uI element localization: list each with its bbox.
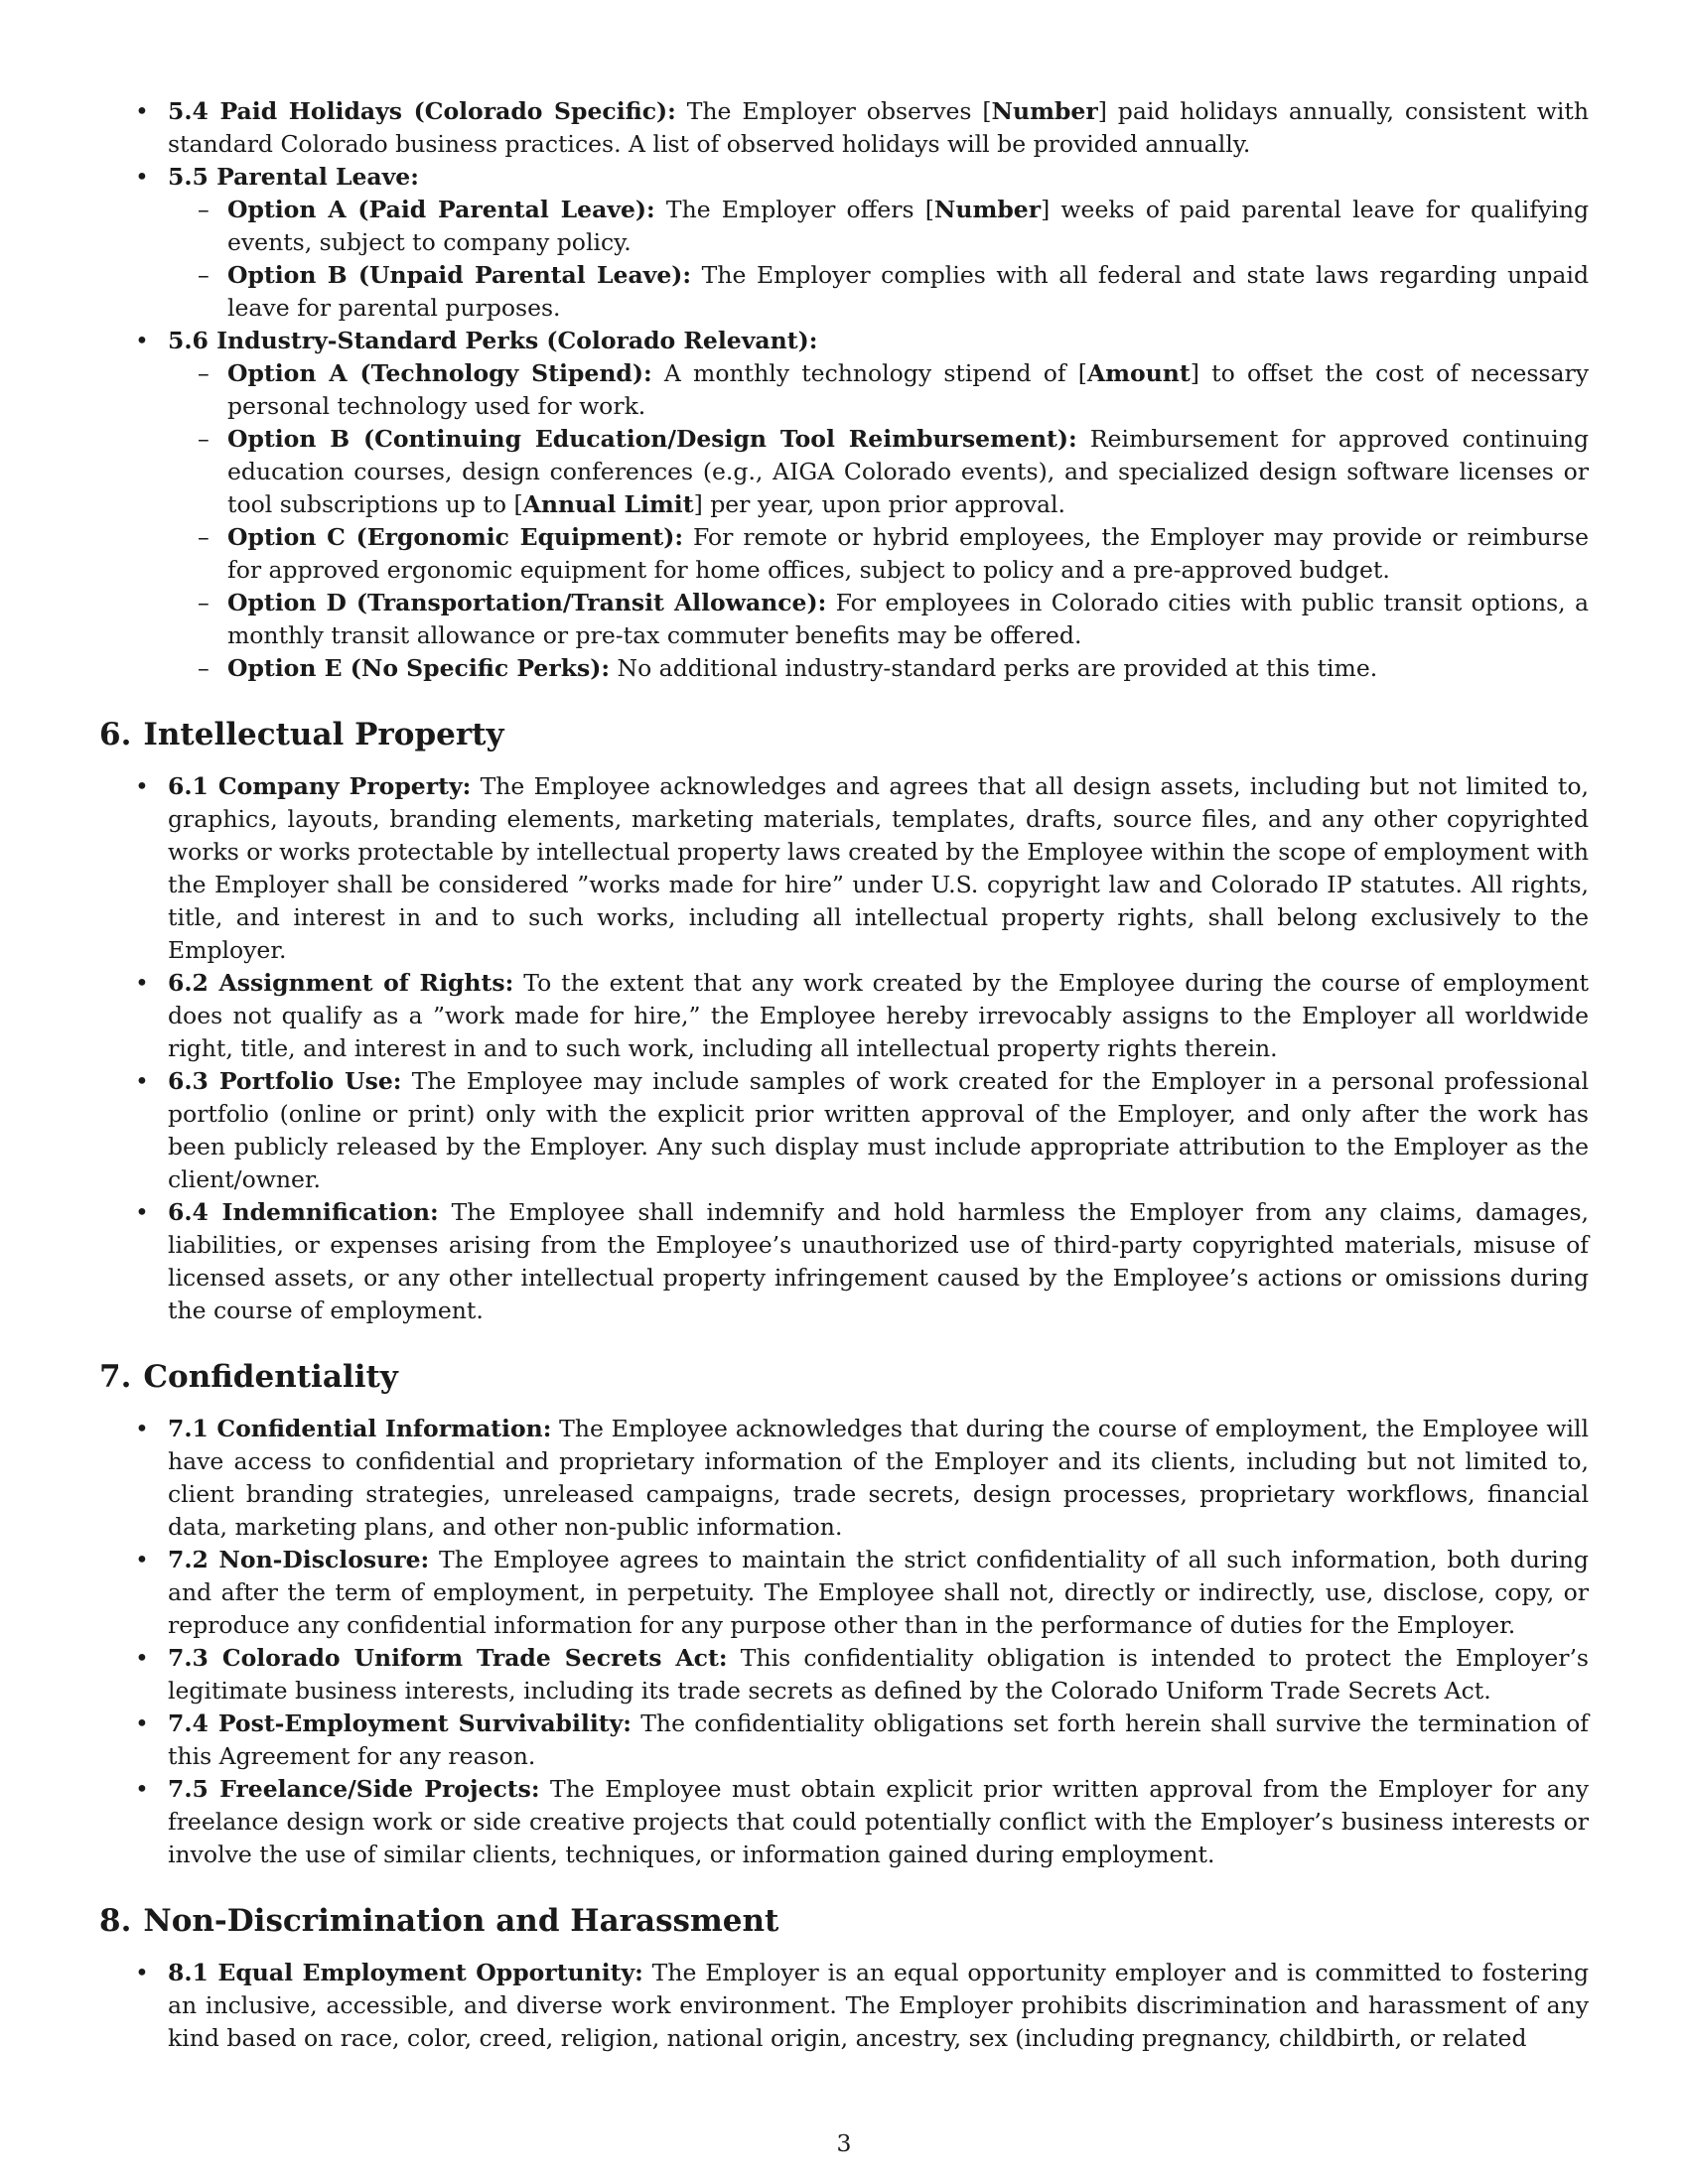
clause-text: The Employee agrees to maintain the strict confidentiality of all such information, both during and after the term of employment, in perpetuity. The Employee shall not, directly or indirectly, use, disclose, copy, or reproduce any confidential information for any purpose other than in the performance of duties for the Employer. — [168, 1546, 1589, 1639]
option-text: Reimbursement for approved continuing education courses, design conferences (e.g., AIGA Colorado events), and specialized design software licenses or tool subscriptions up to [ — [227, 425, 1589, 518]
bullet-icon: • — [135, 1415, 149, 1442]
clause-6-4 — [99, 1196, 1589, 1327]
bullet-icon: • — [135, 1644, 149, 1672]
clause-text: To the extent that any work created by the Employee during the course of employment does not qualify as a ”work made for hire,” the Employee hereby irrevocably assigns to the Employer all worldwide right, title, and interest in and to such work, including all intellectual property rights therein. — [168, 969, 1590, 1062]
clause-5-6 — [99, 325, 1589, 685]
dash-icon: – — [198, 196, 210, 223]
page-number: 3 — [836, 2129, 852, 2157]
clause-label: 5.4 Paid Holidays (Colorado Specific): — [168, 97, 676, 125]
clause-5-4 — [99, 95, 1589, 161]
bullet-icon: • — [135, 327, 149, 354]
clause-7-1 — [99, 1413, 1589, 1544]
bullet-icon: • — [135, 163, 149, 191]
option-label: Option A (Technology Stipend): — [227, 359, 652, 387]
bullet-icon: • — [135, 1198, 149, 1226]
clause-6-3 — [99, 1065, 1589, 1196]
section-heading-6 — [99, 715, 1589, 754]
bullet-icon: • — [135, 1775, 149, 1803]
dash-icon: – — [198, 425, 210, 453]
option-text: A monthly technology stipend of [ — [651, 359, 1087, 387]
option-item — [168, 521, 1589, 587]
clause-label: 6.4 Indemnification: — [168, 1198, 439, 1226]
clause-text: This confidentiality obligation is intended to protect the Employer’s legitimate business interests, including its trade secrets as defined by the Colorado Uniform Trade Secrets Act. — [168, 1644, 1589, 1705]
option-text: ] per year, upon prior approval. — [693, 490, 1065, 518]
option-text: The Employer complies with all federal and state laws regarding unpaid leave for parental purposes. — [227, 261, 1589, 322]
clause-7-5 — [99, 1773, 1589, 1871]
section-title: Confidentiality — [143, 1359, 398, 1395]
option-item — [168, 194, 1589, 259]
option-label: Option B (Unpaid Parental Leave): — [227, 261, 692, 289]
bullet-icon: • — [135, 1709, 149, 1737]
section-heading-8 — [99, 1901, 1589, 1941]
clause-text: The Employee may include samples of work created for the Employer in a personal professional portfolio (online or print) only with the explicit prior written approval of the Employer, and only after the work has been publicly released by the Employer. Any such display must include appropriate attribution to the Employer as the client/owner. — [168, 1067, 1589, 1193]
bullet-icon: • — [135, 1546, 149, 1573]
bullet-icon: • — [135, 1959, 149, 1986]
clause-text: The Employee acknowledges that during the course of employment, the Employee will have access to confidential and proprietary information of the Employer and its clients, including but not limited to, client branding strategies, unreleased campaigns, trade secrets, design processes, proprietary workflows, financial data, marketing plans, and other non-public information. — [168, 1415, 1589, 1541]
option-label: Option A (Paid Parental Leave): — [227, 196, 655, 223]
clause-6-1 — [99, 770, 1589, 967]
clause-label: 7.5 Freelance/Side Projects: — [168, 1775, 540, 1803]
option-item — [168, 587, 1589, 652]
section-number: 7. — [99, 1359, 132, 1395]
dash-icon: – — [198, 359, 210, 387]
clause-label: 7.2 Non-Disclosure: — [168, 1546, 430, 1573]
placeholder-term: Amount — [1086, 359, 1191, 387]
document-content — [99, 95, 1589, 2055]
section-6-list — [99, 770, 1589, 1327]
clause-5-5 — [99, 161, 1589, 325]
option-label: Option E (No Specific Perks): — [227, 654, 611, 682]
section-7-list — [99, 1413, 1589, 1871]
clause-text: The Employer is an equal opportunity employer and is committed to fostering an inclusive, accessible, and diverse work environment. The Employer prohibits discrimination and harassment of any kind based on race, color, creed, religion, national origin, ancestry, sex (including pregnancy, childbirth, or related — [168, 1959, 1589, 2052]
option-text: ] to offset the cost of necessary personal technology used for work. — [227, 359, 1590, 420]
option-text: For employees in Colorado cities with public transit options, a monthly transit allowance or pre-tax commuter benefits may be offered. — [227, 589, 1589, 649]
bullet-icon: • — [135, 969, 149, 997]
option-item — [168, 357, 1589, 423]
section-number: 6. — [99, 717, 132, 752]
bullet-icon: • — [135, 97, 149, 125]
clause-label: 6.3 Portfolio Use: — [168, 1067, 402, 1095]
placeholder-term: Number — [991, 97, 1098, 125]
clause-label: 8.1 Equal Employment Opportunity: — [168, 1959, 643, 1986]
document-page — [99, 95, 1589, 2055]
clause-text: The Employee must obtain explicit prior written approval from the Employer for any freelance design work or side creative projects that could potentially conflict with the Employer’s business interests or involve the use of similar clients, techniques, or information gained during employment. — [168, 1775, 1589, 1868]
placeholder-term: Number — [933, 196, 1042, 223]
option-list — [168, 194, 1589, 325]
bullet-icon: • — [135, 772, 149, 800]
section-8-list — [99, 1957, 1589, 2055]
option-label: Option C (Ergonomic Equipment): — [227, 523, 684, 551]
clause-label: 6.1 Company Property: — [168, 772, 472, 800]
option-label: Option D (Transportation/Transit Allowance): — [227, 589, 827, 616]
bullet-icon: • — [135, 1067, 149, 1095]
dash-icon: – — [198, 261, 210, 289]
option-label: Option B (Continuing Education/Design Tool Reimbursement): — [227, 425, 1077, 453]
option-list — [168, 357, 1589, 685]
clause-text: The Employee shall indemnify and hold harmless the Employer from any claims, damages, liabilities, or expenses arising from the Employee’s unauthorized use of third-party copyrighted materials, misuse of licensed assets, or any other intellectual property infringement caused by the Employee’s actions or omissions during the course of employment. — [168, 1198, 1589, 1324]
option-text: ] weeks of paid parental leave for qualifying events, subject to company policy. — [227, 196, 1589, 256]
dash-icon: – — [198, 589, 210, 616]
clause-7-2 — [99, 1544, 1589, 1642]
clause-text: The Employer observes [ — [675, 97, 992, 125]
placeholder-term: Annual Limit — [522, 490, 694, 518]
clause-7-4 — [99, 1707, 1589, 1773]
clause-label: 7.4 Post-Employment Survivability: — [168, 1709, 632, 1737]
clause-label: 5.5 Parental Leave: — [168, 163, 419, 191]
dash-icon: – — [198, 523, 210, 551]
clause-label: 6.2 Assignment of Rights: — [168, 969, 514, 997]
section-title: Non-Discrimination and Harassment — [143, 1903, 779, 1939]
option-text: For remote or hybrid employees, the Employer may provide or reimburse for approved ergonomic equipment for home offices, subject to policy and a pre-approved budget. — [227, 523, 1589, 584]
clause-label: 5.6 Industry-Standard Perks (Colorado Relevant): — [168, 327, 818, 354]
section-number: 8. — [99, 1903, 132, 1939]
option-item — [168, 259, 1589, 325]
section-heading-7 — [99, 1357, 1589, 1397]
option-item — [168, 423, 1589, 521]
clause-6-2 — [99, 967, 1589, 1065]
clause-text: The confidentiality obligations set forth herein shall survive the termination of this Agreement for any reason. — [168, 1709, 1589, 1770]
clause-text: ] paid holidays annually, consistent with standard Colorado business practices. A list of observed holidays will be provided annually. — [168, 97, 1590, 158]
section-title: Intellectual Property — [143, 717, 504, 752]
clause-8-1 — [99, 1957, 1589, 2055]
dash-icon: – — [198, 654, 210, 682]
option-text: No additional industry-standard perks are provided at this time. — [610, 654, 1378, 682]
clause-label: 7.3 Colorado Uniform Trade Secrets Act: — [168, 1644, 728, 1672]
option-item — [168, 652, 1589, 685]
clause-label: 7.1 Confidential Information: — [168, 1415, 552, 1442]
clause-text: The Employee acknowledges and agrees that all design assets, including but not limited to, graphics, layouts, branding elements, marketing materials, templates, drafts, source files, and any other copyrighted works or works protectable by intellectual property laws created by the Employee within the scope of employment with the Employer shall be considered ”works made for hire” under U.S. copyright law and Colorado IP statutes. All rights, title, and interest in and to such works, including all intellectual property rights, shall belong exclusively to the Employer. — [168, 772, 1589, 964]
clause-7-3 — [99, 1642, 1589, 1707]
option-text: The Employer offers [ — [654, 196, 934, 223]
section-5-list — [99, 95, 1589, 685]
